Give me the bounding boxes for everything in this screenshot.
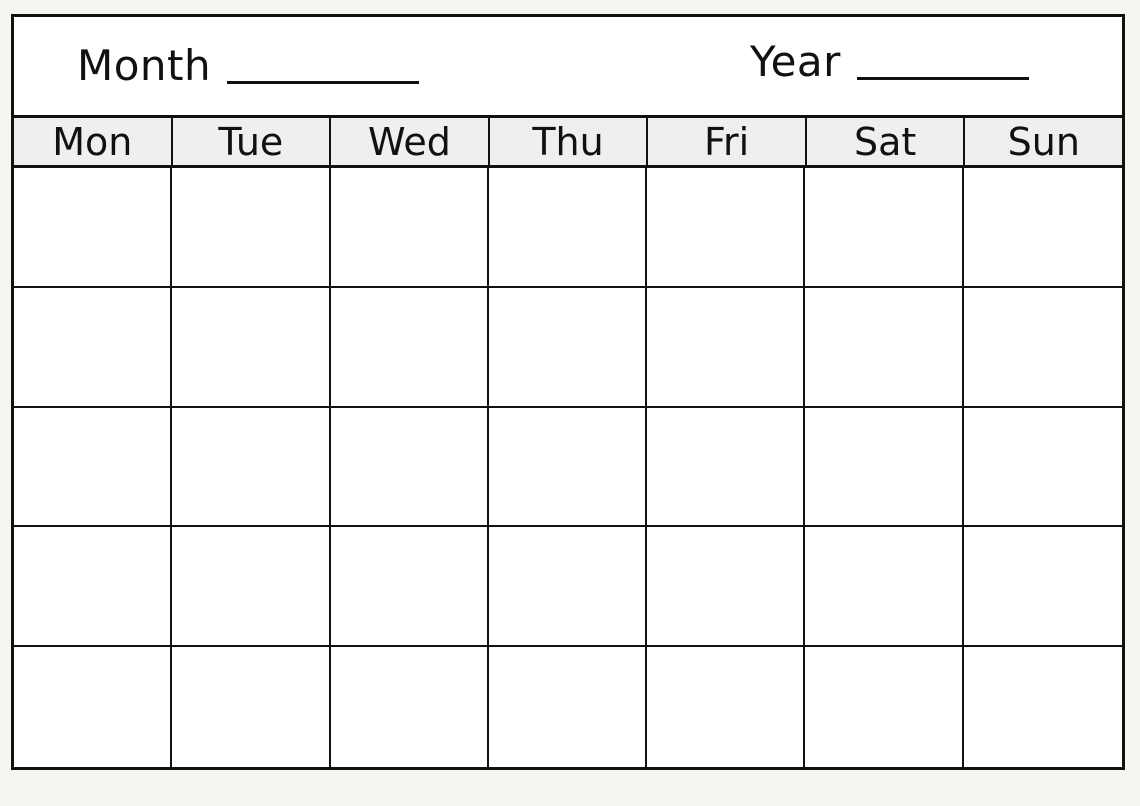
day-cell[interactable]: [172, 647, 330, 767]
day-cell[interactable]: [489, 168, 647, 288]
day-cell[interactable]: [172, 527, 330, 647]
day-grid: [14, 168, 1122, 767]
calendar-title-bar: [14, 17, 1122, 118]
month-label: Month: [77, 41, 212, 90]
day-cell[interactable]: [805, 647, 963, 767]
day-cell[interactable]: [489, 288, 647, 408]
weekday-header-wed: Wed: [331, 118, 490, 165]
weekday-header-fri: Fri: [648, 118, 807, 165]
day-cell[interactable]: [647, 168, 805, 288]
day-cell[interactable]: [172, 288, 330, 408]
calendar-sheet: [11, 14, 1125, 770]
day-cell[interactable]: [647, 527, 805, 647]
day-cell[interactable]: [14, 647, 172, 767]
day-cell[interactable]: [647, 408, 805, 528]
day-cell[interactable]: [805, 408, 963, 528]
month-field: [77, 41, 419, 90]
day-cell[interactable]: [805, 527, 963, 647]
day-cell[interactable]: [172, 408, 330, 528]
weekday-header-tue: Tue: [173, 118, 332, 165]
day-cell[interactable]: [489, 408, 647, 528]
day-cell[interactable]: [964, 288, 1122, 408]
day-cell[interactable]: [489, 647, 647, 767]
year-label: Year: [750, 37, 841, 86]
day-cell[interactable]: [805, 168, 963, 288]
day-cell[interactable]: [647, 647, 805, 767]
weekday-header-thu: Thu: [490, 118, 649, 165]
day-cell[interactable]: [964, 168, 1122, 288]
day-cell[interactable]: [964, 527, 1122, 647]
day-cell[interactable]: [14, 288, 172, 408]
year-blank-line[interactable]: [857, 77, 1029, 80]
day-cell[interactable]: [172, 168, 330, 288]
day-cell[interactable]: [14, 527, 172, 647]
weekday-header-mon: Mon: [14, 118, 173, 165]
month-blank-line[interactable]: [227, 81, 419, 84]
weekday-header-row: [14, 118, 1122, 168]
year-field: [750, 37, 1029, 86]
day-cell[interactable]: [331, 168, 489, 288]
day-cell[interactable]: [331, 288, 489, 408]
day-cell[interactable]: [331, 408, 489, 528]
day-cell[interactable]: [331, 647, 489, 767]
day-cell[interactable]: [964, 408, 1122, 528]
day-cell[interactable]: [14, 408, 172, 528]
weekday-header-sat: Sat: [807, 118, 966, 165]
weekday-header-sun: Sun: [1007, 119, 1080, 164]
day-cell[interactable]: [647, 288, 805, 408]
day-cell[interactable]: [805, 288, 963, 408]
day-cell[interactable]: [14, 168, 172, 288]
day-cell[interactable]: [489, 527, 647, 647]
day-cell[interactable]: [964, 647, 1122, 767]
day-cell[interactable]: [331, 527, 489, 647]
